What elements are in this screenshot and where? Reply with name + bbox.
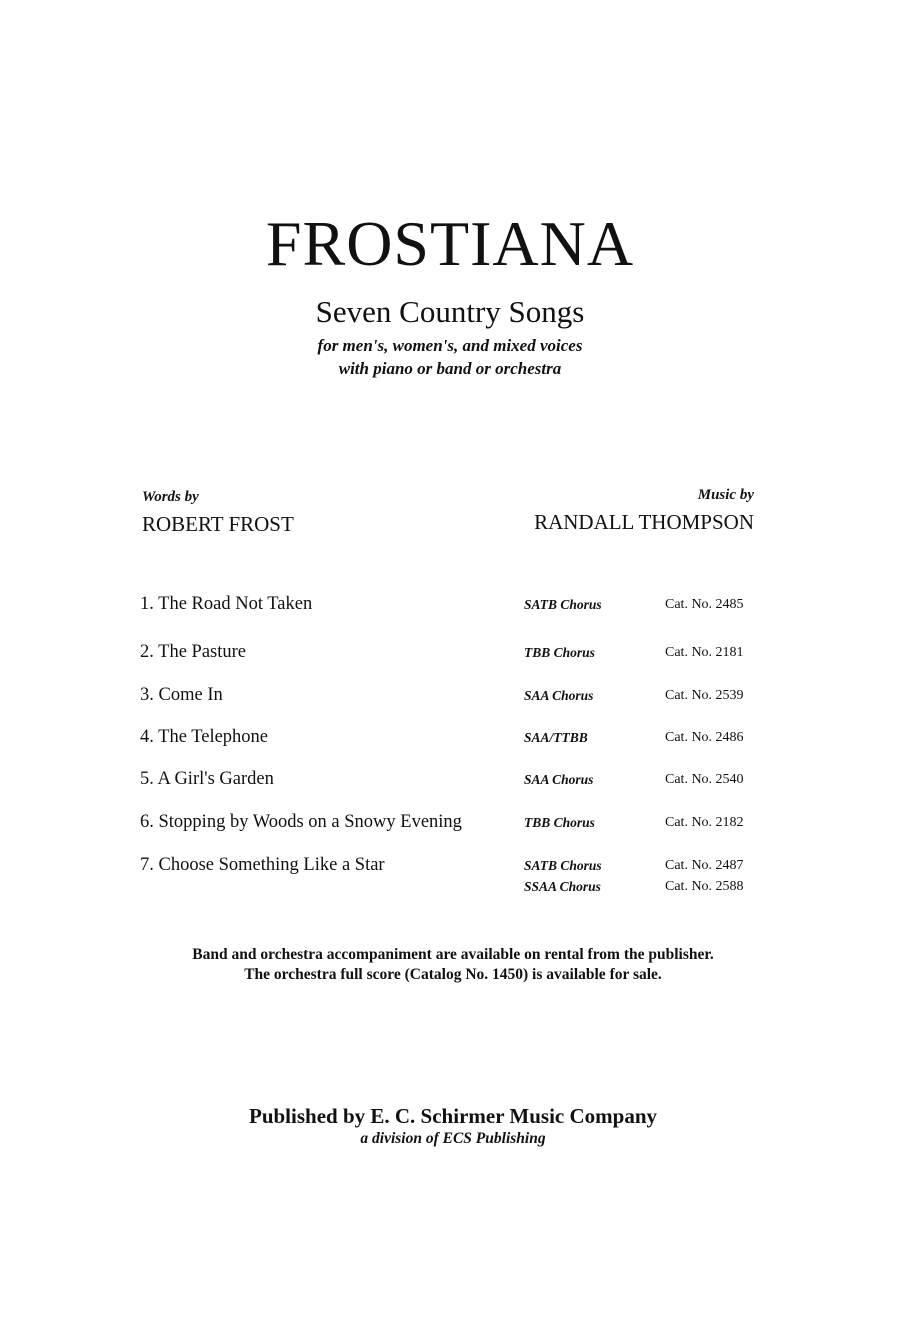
lyricist-name: ROBERT FROST — [142, 512, 294, 536]
availability-note-line-1: Band and orchestra accompaniment are available on rental from the publisher. — [192, 946, 714, 963]
song-voicing: SAA Chorus — [524, 772, 594, 787]
song-row — [0, 642, 900, 666]
song-row — [0, 594, 900, 618]
song-catalog-number: Cat. No. 2486 — [665, 730, 744, 745]
song-voicing-alt: SSAA Chorus — [524, 879, 601, 894]
song-catalog-number: Cat. No. 2182 — [665, 815, 744, 830]
page-title: FROSTIANA — [265, 208, 635, 279]
song-title: 6. Stopping by Woods on a Snowy Evening — [140, 812, 462, 832]
song-voicing: TBB Chorus — [524, 815, 595, 830]
song-row — [0, 727, 900, 751]
song-voicing: SAA Chorus — [524, 688, 594, 703]
song-title: 1. The Road Not Taken — [140, 594, 313, 614]
song-title: 3. Come In — [140, 685, 223, 705]
song-catalog-number: Cat. No. 2540 — [665, 772, 744, 787]
song-title: 2. The Pasture — [140, 642, 247, 662]
voicing-description-line-2: with piano or band or orchestra — [338, 359, 562, 378]
subtitle: Seven Country Songs — [315, 294, 585, 329]
song-voicing: SATB Chorus — [524, 597, 602, 612]
song-catalog-number: Cat. No. 2487 — [665, 858, 744, 873]
song-title: 7. Choose Something Like a Star — [140, 855, 385, 875]
music-by-label: Music by — [697, 487, 754, 503]
availability-note — [0, 945, 900, 985]
song-row — [0, 769, 900, 793]
publisher-line: Published by E. C. Schirmer Music Company — [249, 1104, 657, 1128]
publisher-division: a division of ECS Publishing — [360, 1130, 546, 1147]
song-row — [0, 812, 900, 836]
voicing-description-line-1: for men's, women's, and mixed voices — [317, 336, 583, 355]
song-catalog-number-alt: Cat. No. 2588 — [665, 879, 744, 894]
words-by-label: Words by — [142, 489, 199, 505]
availability-note-line-2: The orchestra full score (Catalog No. 1450) is available for sale. — [244, 966, 662, 983]
song-catalog-number: Cat. No. 2485 — [665, 597, 744, 612]
composer-name: RANDALL THOMPSON — [534, 510, 754, 534]
song-catalog-number: Cat. No. 2539 — [665, 688, 744, 703]
song-title: 5. A Girl's Garden — [140, 769, 274, 789]
song-row — [0, 685, 900, 709]
song-voicing: SAA/TTBB — [524, 730, 588, 745]
song-voicing: SATB Chorus — [524, 858, 602, 873]
voicing-description — [0, 334, 900, 380]
song-title: 4. The Telephone — [140, 727, 269, 747]
song-catalog-number: Cat. No. 2181 — [665, 645, 744, 660]
song-row — [0, 855, 900, 903]
song-voicing: TBB Chorus — [524, 645, 595, 660]
